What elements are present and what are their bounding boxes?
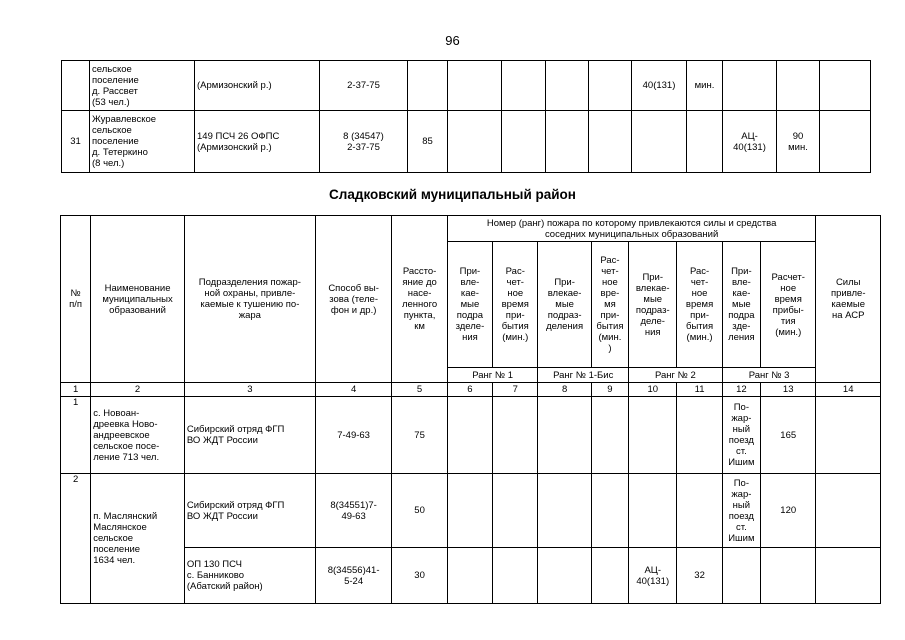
cell: [629, 474, 677, 548]
header-sub: При- влекае- мые подраз- деле- ния: [629, 242, 677, 368]
cell-dist: [408, 61, 448, 111]
header-num: № п/п: [61, 216, 91, 383]
header-sub: Рас- чет- ное вре- мя при- бытия (мин. ): [591, 242, 628, 368]
cell: [502, 61, 546, 111]
col-number: 14: [816, 383, 881, 397]
cell: 120: [761, 474, 816, 548]
column-number-row: [61, 383, 881, 397]
cell: [629, 397, 677, 474]
cell: [546, 111, 589, 173]
cell: [448, 61, 502, 111]
cell: [591, 548, 628, 604]
rank-label: Ранг № 3: [722, 368, 816, 383]
header-name: Наименование муниципальных образований: [91, 216, 185, 383]
cell-unit: Сибирский отряд ФГП ВО ЖДТ России: [184, 397, 315, 474]
cell-phone: 8 (34547) 2-37-75: [320, 111, 408, 173]
col-number: 6: [447, 383, 492, 397]
cell-name: сельское поселение д. Рассвет (53 чел.): [90, 61, 195, 111]
cell: 40(131): [632, 61, 687, 111]
cell-num: 2: [61, 474, 91, 604]
header-sub: Рас- чет- ное время при- бытия (мин.): [493, 242, 538, 368]
header-forces: Силы привле- каемые на АСР: [816, 216, 881, 383]
col-number: 4: [315, 383, 392, 397]
cell-unit: (Армизонский р.): [195, 61, 320, 111]
cell: [591, 397, 628, 474]
cell: [677, 474, 722, 548]
cell-dist: 85: [408, 111, 448, 173]
cell-call: 7-49-63: [315, 397, 392, 474]
col-number: 8: [538, 383, 591, 397]
cell: мин.: [687, 61, 723, 111]
rank-label: Ранг № 1-Бис: [538, 368, 629, 383]
cell: АЦ- 40(131): [629, 548, 677, 604]
rank-label: Ранг № 1: [447, 368, 538, 383]
col-number: 2: [91, 383, 185, 397]
cell: [687, 111, 723, 173]
cell-name: п. Маслянский Маслянское сельское поселение 1634 чел.: [91, 474, 185, 604]
cell: [447, 548, 492, 604]
header-call: Способ вы- зова (теле- фон и др.): [315, 216, 392, 383]
cell: 90 мин.: [777, 111, 820, 173]
cell: [816, 397, 881, 474]
header-sub: При- вле- кае- мые подра зде- ления: [722, 242, 760, 368]
cell: [493, 548, 538, 604]
cell: [677, 397, 722, 474]
continuation-table: [61, 60, 871, 173]
col-number: 10: [629, 383, 677, 397]
header-distance: Рассто- яние до насе- ленного пункта, км: [392, 216, 447, 383]
cell: [493, 474, 538, 548]
cell: [493, 397, 538, 474]
cell-dist: 30: [392, 548, 447, 604]
cell-call: 8(34556)41- 5-24: [315, 548, 392, 604]
cell: [820, 61, 871, 111]
cell: [632, 111, 687, 173]
cell: [589, 61, 632, 111]
cell: 165: [761, 397, 816, 474]
table-row: [61, 474, 881, 548]
cell-dist: 50: [392, 474, 447, 548]
cell-num: 1: [61, 397, 91, 474]
cell-num: 31: [62, 111, 90, 173]
cell-unit: Сибирский отряд ФГП ВО ЖДТ России: [184, 474, 315, 548]
cell: По- жар- ный поезд ст. Ишим: [722, 397, 760, 474]
cell: [538, 397, 591, 474]
col-number: 9: [591, 383, 628, 397]
section-title: Сладковский муниципальный район: [329, 187, 576, 202]
table-row: [61, 548, 881, 604]
col-number: 13: [761, 383, 816, 397]
table-row: [61, 397, 881, 474]
header-row: [61, 216, 881, 242]
main-table: [60, 215, 881, 604]
cell: [538, 474, 591, 548]
cell-phone: 2-37-75: [320, 61, 408, 111]
cell: [447, 397, 492, 474]
col-number: 12: [722, 383, 760, 397]
cell: [448, 111, 502, 173]
cell: [538, 548, 591, 604]
cell-unit: 149 ПСЧ 26 ОФПС (Армизонский р.): [195, 111, 320, 173]
cell: [589, 111, 632, 173]
cell: [761, 548, 816, 604]
page-number: 96: [445, 33, 460, 48]
col-number: 11: [677, 383, 722, 397]
cell: [591, 474, 628, 548]
cell-name: Журавлевское сельское поселение д. Тетеркино (8 чел.): [90, 111, 195, 173]
cell-dist: 75: [392, 397, 447, 474]
cell: [777, 61, 820, 111]
header-sub: При- вле- кае- мые подра зделе- ния: [447, 242, 492, 368]
cell-name: с. Новоан- дреевка Ново- андреевское сельское посе- ление 713 чел.: [91, 397, 185, 474]
col-number: 5: [392, 383, 447, 397]
cell: По- жар- ный поезд ст. Ишим: [722, 474, 760, 548]
cell: [722, 548, 760, 604]
header-group: Номер (ранг) пожара по которому привлекаются силы и средства соседних муниципальных образований: [447, 216, 816, 242]
cell: [447, 474, 492, 548]
cell: 32: [677, 548, 722, 604]
header-sub: Рас- чет- ное время при- бытия (мин.): [677, 242, 722, 368]
cell: [820, 111, 871, 173]
header-sub: При- влекае- мые подраз- деления: [538, 242, 591, 368]
table-row: [62, 61, 871, 111]
col-number: 3: [184, 383, 315, 397]
cell: [816, 474, 881, 548]
cell-call: 8(34551)7- 49-63: [315, 474, 392, 548]
cell-num: [62, 61, 90, 111]
cell: [723, 61, 777, 111]
rank-label: Ранг № 2: [629, 368, 723, 383]
col-number: 7: [493, 383, 538, 397]
cell: [546, 61, 589, 111]
header-sub: Расчет- ное время прибы- тия (мин.): [761, 242, 816, 368]
table-row: [62, 111, 871, 173]
cell: АЦ- 40(131): [723, 111, 777, 173]
cell: [816, 548, 881, 604]
col-number: 1: [61, 383, 91, 397]
header-units: Подразделения пожар- ной охраны, привле- каемые к тушению по- жара: [184, 216, 315, 383]
cell: [502, 111, 546, 173]
cell-unit: ОП 130 ПСЧ с. Банниково (Абатский район): [184, 548, 315, 604]
